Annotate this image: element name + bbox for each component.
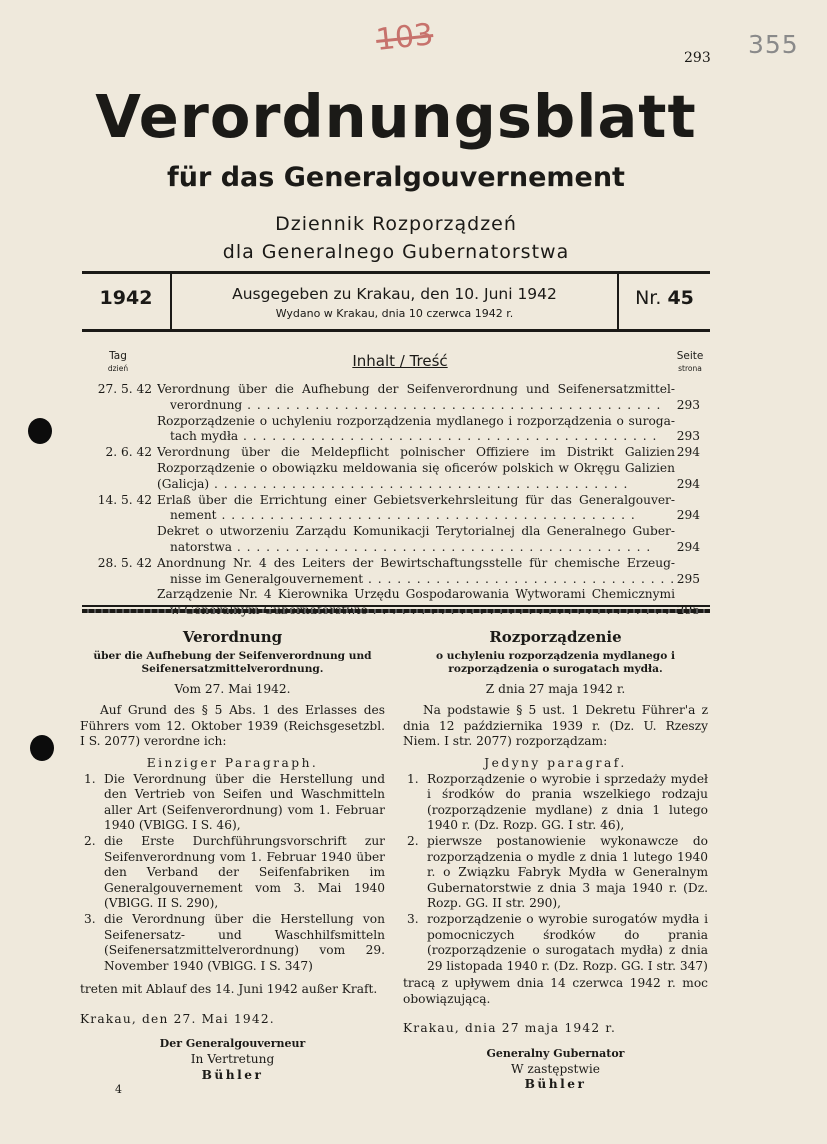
contents-page-label: Seite (676, 350, 704, 362)
polish-intro: Na podstawie § 5 ust. 1 Dekretu Führer'a z dnia 12 października 1939 r. (Dz. U. Rzeszy Niem. I str. 2077) rozporządzam: (403, 703, 708, 749)
masthead-subtitle: für das Generalgouvernement (167, 162, 625, 193)
contents-row (88, 493, 708, 509)
contents-title-text: Verordnung über die Meldepflicht polnischer Offiziere im Distrikt Galizien (157, 445, 675, 460)
issue-box-bottom-rule (82, 329, 710, 332)
contents-title-text: tach mydła . . (170, 429, 657, 443)
contents-row (88, 461, 708, 477)
contents-row (88, 382, 708, 398)
contents-heading: Inhalt / Treść (352, 352, 448, 370)
contents-date: 2. 6. 42 (105, 445, 152, 460)
contents-title-text: Anordnung Nr. 4 des Leiters der Bewirtschaftungsstelle für chemische Erzeug- (157, 555, 675, 570)
contents-title-text: Verordnung über die Aufhebung der Seifenverordnung und Seifenersatzmittel- (157, 382, 675, 396)
contents-title (157, 414, 675, 430)
contents-title (170, 429, 675, 445)
contents-tag-label: Tag (109, 350, 127, 362)
contents-date: 28. 5. 42 (97, 555, 152, 570)
contents-title-text: (Galicja) . . (157, 477, 628, 491)
separator-rule-bottom (82, 609, 710, 613)
masthead-polish-line1: Dziennik Rozporządzeń (275, 213, 517, 235)
german-item (80, 912, 385, 974)
polish-item-number: 2. (407, 833, 419, 848)
contents-title (170, 508, 675, 524)
polish-signature-name: Bühler (524, 1077, 587, 1092)
contents-page: 293 (676, 397, 700, 412)
polish-item-number: 3. (407, 911, 419, 926)
contents-page: 293 (676, 429, 700, 444)
masthead-polish-line2: dla Generalnego Gubernatorstwa (222, 241, 570, 263)
contents-title-text: Rozporządzenie o obowiązku meldowania się oficerów polskich w Okręgu Galizien (157, 460, 675, 475)
polish-date: Z dnia 27 maja 1942 r. (485, 681, 626, 696)
contents-title-text: nisse im Generalgouvernement . . (170, 572, 675, 586)
contents-page: 294 (676, 445, 700, 460)
contents-table (88, 382, 708, 619)
issue-year: 1942 (99, 287, 153, 309)
contents-title-text: natorstwa . . (170, 540, 651, 554)
masthead-title: Verordnungsblatt (95, 82, 697, 151)
contents-row (88, 587, 708, 603)
polish-subheading: o uchyleniu rozporządzenia mydlanego i rozporządzenia o surogatach mydła. (436, 649, 675, 675)
contents-row (88, 445, 708, 461)
contents-row (88, 572, 708, 588)
handwritten-archive-number: 103 (374, 17, 435, 58)
contents-title (157, 524, 675, 540)
handwritten-folio-number: 355 (748, 30, 799, 59)
polish-item-text: rozporządzenie o wyrobie surogatów mydła i pomocniczych środków do prania (rozporządzenie o surogatach mydła) z dnia 29 listopada 1940 r. (Dz. Rozp. GG. I str. 347) (427, 911, 708, 973)
contents-title (157, 556, 675, 572)
german-intro: Auf Grund des § 5 Abs. 1 des Erlasses des Führers vom 12. Oktober 1939 (Reichsgesetzbl. I S. 2077) verordne ich: (80, 703, 385, 749)
german-paragraph-title: Einziger Paragraph. (146, 755, 319, 770)
contents-title (170, 540, 675, 556)
polish-items (403, 772, 708, 975)
contents-title (157, 587, 675, 603)
polish-item (403, 912, 708, 974)
german-heading: Verordnung (182, 628, 283, 646)
contents-tag-label-pl: dzień (107, 364, 129, 373)
german-item-text: die Verordnung über die Herstellung von Seifenersatz- und Waschhilfsmitteln (Seifenersatzmittelverordnung) vom 29. November 1940 (VBlGG. I S. 347) (104, 911, 385, 973)
german-item-number: 3. (84, 911, 96, 926)
contents-date: 14. 5. 42 (97, 492, 152, 507)
contents-row (88, 556, 708, 572)
polish-place-date: Krakau, dnia 27 maja 1942 r. (403, 1021, 617, 1036)
contents-title-text: Erlaß über die Errichtung einer Gebietsverkehrsleitung für das Generalgouver- (157, 492, 675, 507)
contents-row (88, 414, 708, 430)
contents-row (88, 477, 708, 493)
german-item-number: 1. (84, 771, 96, 786)
contents-date: 27. 5. 42 (97, 382, 152, 396)
polish-item-text: pierwsze postanowienie wykonawcze do rozporządzenia o mydle z dnia 1 lutego 1940 r. o Związku Fabryk Mydła w Generalnym Gubernatorstwie z dnia 3 maja 1940 r. (Dz. Rozp. GG. II str. 290), (427, 833, 708, 911)
footer-mark: 4 (115, 1083, 122, 1096)
contents-row (88, 398, 708, 414)
contents-row (88, 524, 708, 540)
punch-hole-bottom (30, 735, 54, 761)
polish-heading: Rozporządzenie (489, 628, 622, 646)
contents-page: 294 (676, 508, 700, 523)
contents-title-text: Rozporządzenie o uchyleniu rozporządzenia mydlanego i rozporządzenia o suroga- (157, 413, 675, 428)
contents-title (170, 572, 675, 588)
contents-title-text: nement . . (170, 508, 636, 522)
issue-number (619, 287, 710, 309)
polish-paragraph-title: Jedyny paragraf. (484, 755, 627, 770)
contents-title (157, 461, 675, 477)
punch-hole-top (28, 418, 52, 444)
contents-title-text: verordnung . . (170, 398, 661, 412)
contents-title (170, 398, 675, 414)
contents-title (157, 493, 675, 509)
issue-number-label: Nr. (635, 287, 662, 309)
contents-title (157, 445, 675, 461)
contents-title-text: Dekret o utworzeniu Zarządu Komunikacji Terytorialnej dla Generalnego Guber- (157, 524, 675, 539)
polish-signature-title: Generalny Gubernator (486, 1047, 625, 1061)
contents-page: 294 (676, 476, 700, 491)
issue-box-top-rule (82, 271, 710, 274)
german-place-date: Krakau, den 27. Mai 1942. (80, 1011, 275, 1026)
polish-item (403, 772, 708, 834)
issue-number-value: 45 (667, 287, 694, 309)
issue-date-polish: Wydano w Krakau, dnia 10 czerwca 1942 r. (275, 307, 514, 320)
separator-rule-top (82, 605, 710, 607)
polish-item-text: Rozporządzenie o wyrobie i sprzedaży mydeł i środków do prania wszelkiego rodzaju (rozporządzenie mydlane) z dnia 1 lutego 1940 r. (Dz. Rozp. GG. I str. 46), (427, 771, 708, 833)
german-items (80, 772, 385, 975)
german-signature-name: Bühler (201, 1067, 264, 1082)
german-item-text: Die Verordnung über die Herstellung und den Vertrieb von Seifen und Waschmitteln aller Art (Seifenverordnung) vom 1. Februar 1940 (VBlGG. I S. 46), (104, 771, 385, 833)
polish-item (403, 834, 708, 912)
contents-title-text: Zarządzenie Nr. 4 Kierownika Urzędu Gospodarowania Wytworami Chemicznymi (157, 587, 675, 602)
contents-page: 294 (676, 539, 700, 554)
contents-page-label-pl: strona (678, 364, 702, 373)
german-item-number: 2. (84, 833, 96, 848)
contents-title (157, 382, 675, 398)
german-subheading: über die Aufhebung der Seifenverordnung und Seifenersatzmittelverordnung. (93, 649, 372, 675)
polish-column (403, 630, 708, 1093)
polish-signature-deputy: W zastępstwie (511, 1061, 600, 1076)
contents-row (88, 429, 708, 445)
polish-item-number: 1. (407, 771, 419, 786)
german-column (80, 630, 385, 1083)
issue-date-german: Ausgegeben zu Krakau, den 10. Juni 1942 (232, 285, 557, 303)
german-item (80, 772, 385, 834)
german-date: Vom 27. Mai 1942. (174, 681, 291, 696)
page-number: 293 (684, 50, 711, 66)
polish-closing: tracą z upływem dnia 14 czerwca 1942 r. moc obowiązującą. (403, 976, 708, 1006)
german-signature-title: Der Generalgouverneur (159, 1037, 306, 1051)
contents-page: 295 (676, 571, 700, 586)
german-signature-deputy: In Vertretung (190, 1052, 275, 1067)
german-closing: treten mit Ablauf des 14. Juni 1942 außer Kraft. (80, 982, 378, 997)
german-item-text: die Erste Durchführungsvorschrift zur Seifenverordnung vom 1. Februar 1940 über den Verband der Seifenfabriken im Generalgouvernement vom 3. Mai 1940 (VBlGG. II S. 290), (104, 833, 385, 911)
contents-title (157, 477, 675, 493)
contents-row (88, 508, 708, 524)
contents-row (88, 540, 708, 556)
german-item (80, 834, 385, 912)
